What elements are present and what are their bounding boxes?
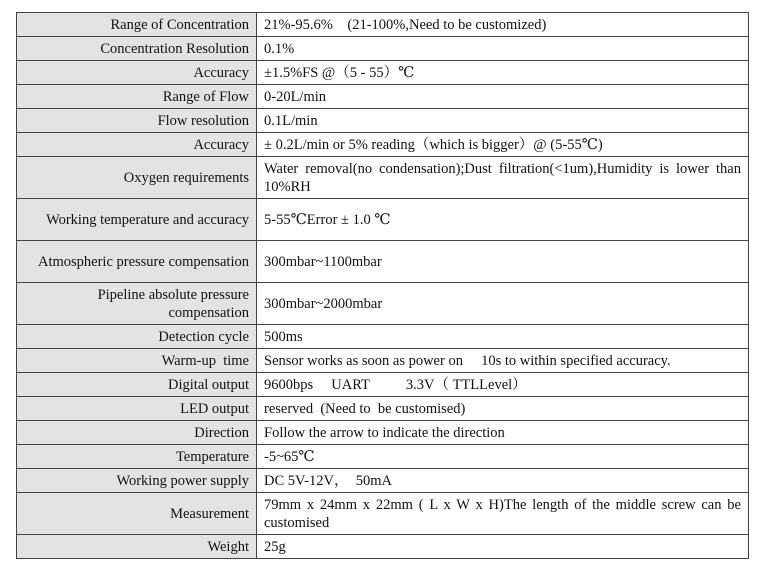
spec-label: Digital output [17, 373, 257, 397]
spec-value: 300mbar~2000mbar [257, 283, 749, 325]
spec-value: reserved (Need to be customised) [257, 397, 749, 421]
spec-row-working-temperature [17, 199, 749, 241]
spec-row-range-of-flow [17, 85, 749, 109]
spec-label: Detection cycle [17, 325, 257, 349]
spec-value: Sensor works as soon as power on 10s to within specified accuracy. [257, 349, 749, 373]
spec-row-atmospheric-pressure [17, 241, 749, 283]
spec-label: Warm-up time [17, 349, 257, 373]
spec-row-led-output [17, 397, 749, 421]
spec-label: Range of Concentration [17, 13, 257, 37]
spec-label: Weight [17, 535, 257, 559]
spec-row-digital-output [17, 373, 749, 397]
spec-label: Atmospheric pressure compensation [17, 241, 257, 283]
spec-label: Range of Flow [17, 85, 257, 109]
spec-row-pipeline-pressure [17, 283, 749, 325]
spec-label: Concentration Resolution [17, 37, 257, 61]
spec-value: 79mm x 24mm x 22mm ( L x W x H)The length of the middle screw can be customised [257, 493, 749, 535]
spec-label: Oxygen requirements [17, 157, 257, 199]
spec-row-detection-cycle [17, 325, 749, 349]
spec-value: 0.1L/min [257, 109, 749, 133]
spec-row-concentration-resolution [17, 37, 749, 61]
spec-value: 0.1% [257, 37, 749, 61]
spec-value: 9600bps UART 3.3V（ TTLLevel） [257, 373, 749, 397]
spec-value: -5~65℃ [257, 445, 749, 469]
spec-value: Follow the arrow to indicate the direction [257, 421, 749, 445]
spec-value: ±1.5%FS @（5 - 55）℃ [257, 61, 749, 85]
spec-label: Working power supply [17, 469, 257, 493]
spec-row-weight [17, 535, 749, 559]
spec-row-flow-resolution [17, 109, 749, 133]
spec-label: Measurement [17, 493, 257, 535]
spec-label: Accuracy [17, 133, 257, 157]
spec-row-direction [17, 421, 749, 445]
spec-value: 5-55℃Error ± 1.0 ℃ [257, 199, 749, 241]
spec-value: Water removal(no condensation);Dust filtration(<1um),Humidity is lower than 10%RH [257, 157, 749, 199]
spec-value: ± 0.2L/min or 5% reading（which is bigger）@ (5-55℃) [257, 133, 749, 157]
spec-label: Temperature [17, 445, 257, 469]
spec-label: Direction [17, 421, 257, 445]
spec-label: Accuracy [17, 61, 257, 85]
spec-value: 25g [257, 535, 749, 559]
spec-value: 21%-95.6% (21-100%,Need to be customized) [257, 13, 749, 37]
spec-label: Working temperature and accuracy [17, 199, 257, 241]
spec-label: LED output [17, 397, 257, 421]
spec-row-flow-accuracy [17, 133, 749, 157]
specification-table [16, 12, 749, 559]
spec-row-warm-up-time [17, 349, 749, 373]
spec-value: DC 5V-12V， 50mA [257, 469, 749, 493]
spec-value: 500ms [257, 325, 749, 349]
spec-row-working-power-supply [17, 469, 749, 493]
spec-value: 0-20L/min [257, 85, 749, 109]
spec-row-range-of-concentration [17, 13, 749, 37]
spec-row-temperature [17, 445, 749, 469]
spec-row-measurement [17, 493, 749, 535]
spec-row-concentration-accuracy [17, 61, 749, 85]
spec-value: 300mbar~1100mbar [257, 241, 749, 283]
spec-row-oxygen-requirements [17, 157, 749, 199]
spec-label: Flow resolution [17, 109, 257, 133]
spec-label: Pipeline absolute pressure compensation [17, 283, 257, 325]
